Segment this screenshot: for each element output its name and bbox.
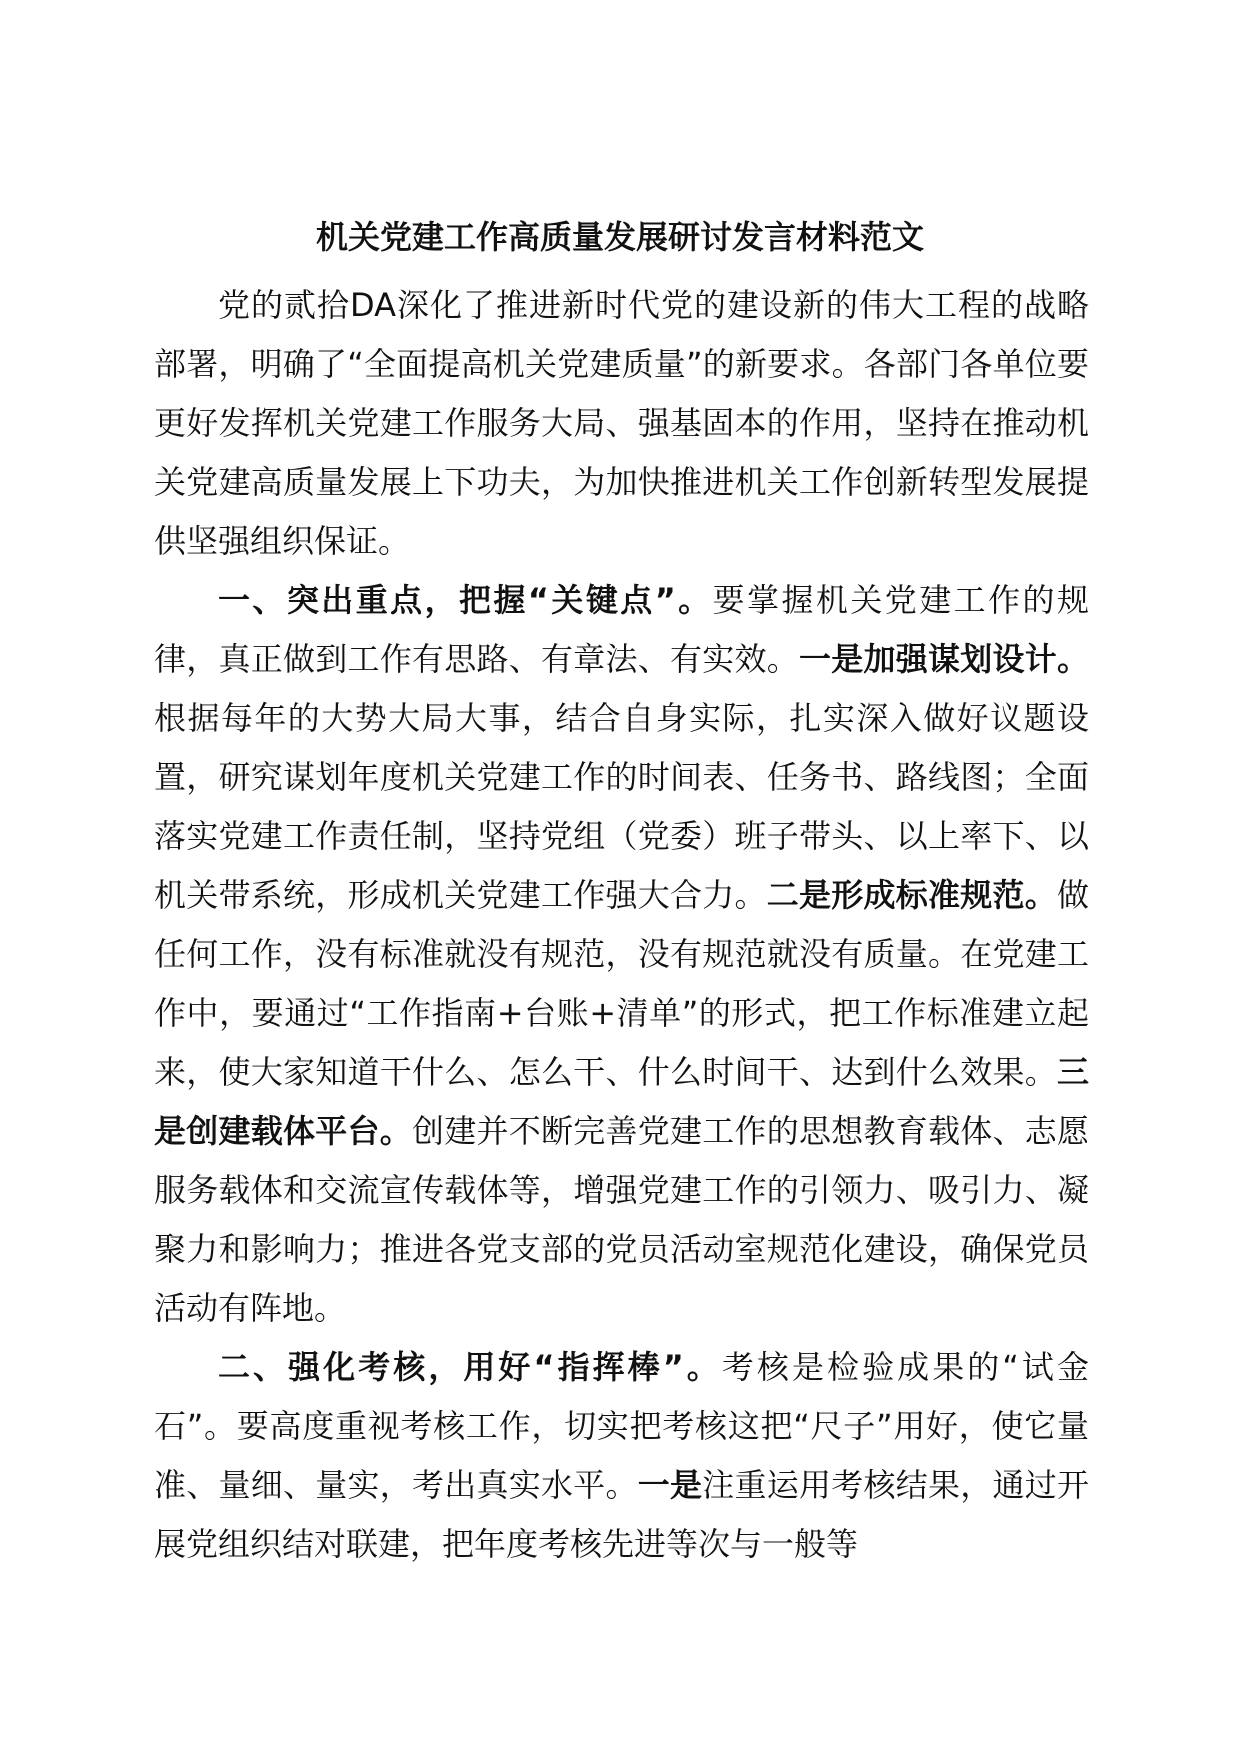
paragraph-text: 要掌握机关党建工作的规律，真正做到工作有思路、有章法、有实效。 [154, 581, 1089, 678]
point-heading: 一是加强谋划设计。 [798, 640, 1089, 678]
point-heading: 三是创建载体平台。 [154, 1053, 1089, 1150]
point-heading: 一是 [637, 1466, 703, 1504]
paragraph-section-two [154, 1338, 1089, 1574]
paragraph-text: 做任何工作，没有标准就没有规范，没有规范就没有质量。在党建工作中，要通过“工作指南+台账+清单”的形式，把工作标准建立起来，使大家知道干什么、怎么干、什么时间干、达到什么效果。 [154, 876, 1089, 1091]
paragraph-text: 党的贰拾DA深化了推进新时代党的建设新的伟大工程的战略部署，明确了“全面提高机关党建质量”的新要求。各部门各单位要更好发挥机关党建工作服务大局、强基固本的作用，坚持在推动机关党建高质量发展上下功夫，为加快推进机关工作创新转型发展提供坚强组织保证。 [154, 286, 1089, 560]
paragraph-section-one [154, 571, 1089, 1338]
paragraph-text: 注重运用考核结果，通过开展党组织结对联建，把年度考核先进等次与一般等 [154, 1466, 1089, 1563]
section-heading: 二、强化考核，用好“指挥棒”。 [218, 1348, 722, 1386]
section-heading: 一、突出重点，把握“关键点”。 [218, 581, 713, 619]
document-title: 机关党建工作高质量发展研讨发言材料范文 [315, 218, 924, 256]
document-body [154, 276, 1089, 1574]
paragraph-intro [154, 276, 1089, 571]
paragraph-text: 根据每年的大势大局大事，结合自身实际，扎实深入做好议题设置，研究谋划年度机关党建工作的时间表、任务书、路线图；全面落实党建工作责任制，坚持党组（党委）班子带头、以上率下、以机关带系统，形成机关党建工作强大合力。 [154, 699, 1089, 914]
paragraph-text: 创建并不断完善党建工作的思想教育载体、志愿服务载体和交流宣传载体等，增强党建工作的引领力、吸引力、凝聚力和影响力；推进各党支部的党员活动室规范化建设，确保党员活动有阵地。 [154, 1112, 1089, 1327]
paragraph-text: 考核是检验成果的“试金石”。要高度重视考核工作，切实把考核这把“尺子”用好，使它量准、量细、量实，考出真实水平。 [154, 1348, 1089, 1504]
point-heading: 二是形成标准规范。 [766, 876, 1057, 914]
